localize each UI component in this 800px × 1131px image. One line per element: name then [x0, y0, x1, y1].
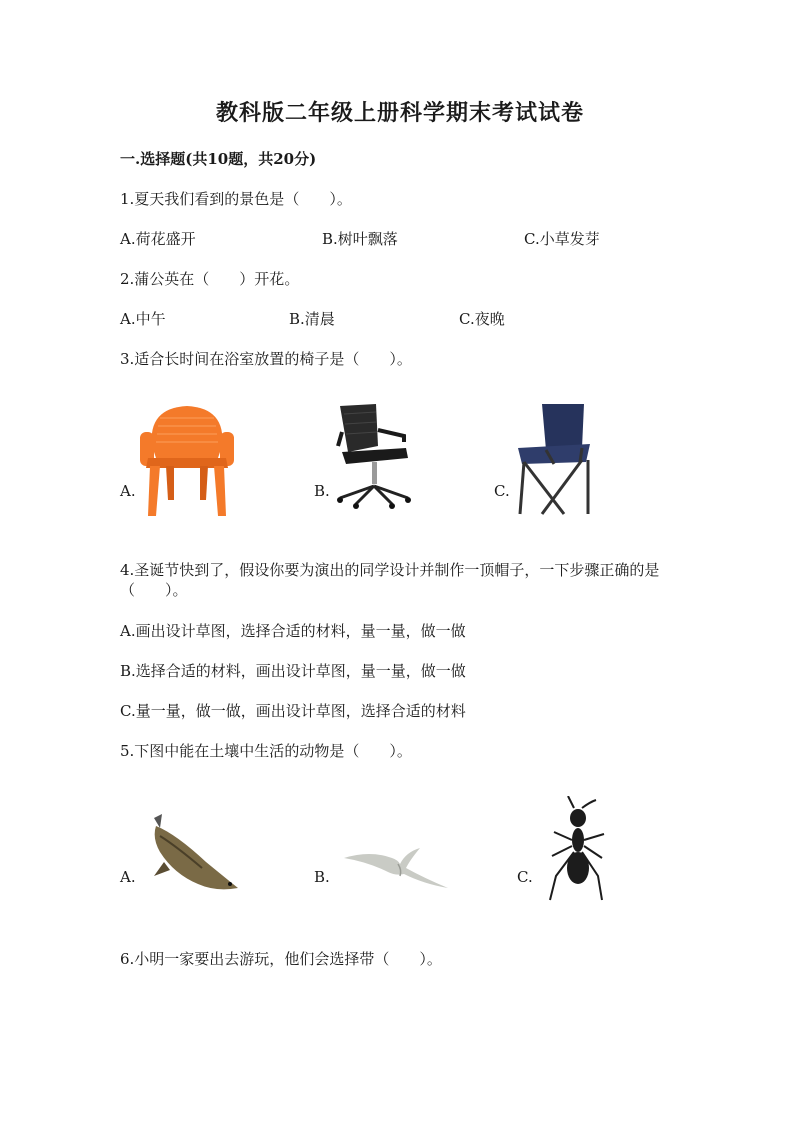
bird-image — [340, 844, 454, 894]
folding-chair-image — [512, 402, 594, 518]
question-2-option-c[interactable]: C.夜晚 — [459, 310, 505, 328]
question-6-stem: 6.小明一家要出去游玩，他们会选择带（ ）。 — [120, 950, 442, 968]
question-5-option-c[interactable]: C. — [517, 868, 533, 886]
question-3-option-a[interactable]: A. — [120, 482, 136, 500]
question-5-option-b[interactable]: B. — [314, 868, 330, 886]
fish-image — [146, 812, 242, 894]
section-heading: 一.选择题(共10题，共20分) — [120, 150, 317, 168]
question-3-option-c[interactable]: C. — [494, 482, 510, 500]
question-2-option-b[interactable]: B.清晨 — [289, 310, 335, 328]
question-1-option-b[interactable]: B.树叶飘落 — [322, 230, 398, 248]
office-chair-image — [334, 402, 412, 510]
page-title: 教科版二年级上册科学期末考试试卷 — [215, 100, 584, 126]
question-3-option-b[interactable]: B. — [314, 482, 330, 500]
question-1-option-a[interactable]: A.荷花盛开 — [120, 230, 196, 248]
question-4-stem: 4.圣诞节快到了，假设你要为演出的同学设计并制作一顶帽子，一下步骤正确的是（ ）。 — [120, 561, 660, 599]
question-2-stem: 2.蒲公英在（ ）开花。 — [120, 270, 300, 288]
question-4-option-a[interactable]: A.画出设计草图，选择合适的材料，量一量，做一做 — [120, 622, 466, 640]
question-1-stem: 1.夏天我们看到的景色是（ ）。 — [120, 190, 352, 208]
plastic-chair-image — [138, 402, 236, 518]
question-4-option-b[interactable]: B.选择合适的材料，画出设计草图，量一量，做一做 — [120, 662, 466, 680]
question-3-stem: 3.适合长时间在浴室放置的椅子是（ ）。 — [120, 350, 412, 368]
question-2-option-a[interactable]: A.中午 — [120, 310, 166, 328]
question-5-option-a[interactable]: A. — [120, 868, 136, 886]
question-5-stem: 5.下图中能在土壤中生活的动物是（ ）。 — [120, 742, 412, 760]
question-1-option-c[interactable]: C.小草发芽 — [524, 230, 600, 248]
question-4-option-c[interactable]: C.量一量，做一做，画出设计草图，选择合适的材料 — [120, 702, 466, 720]
ant-image — [546, 796, 610, 906]
